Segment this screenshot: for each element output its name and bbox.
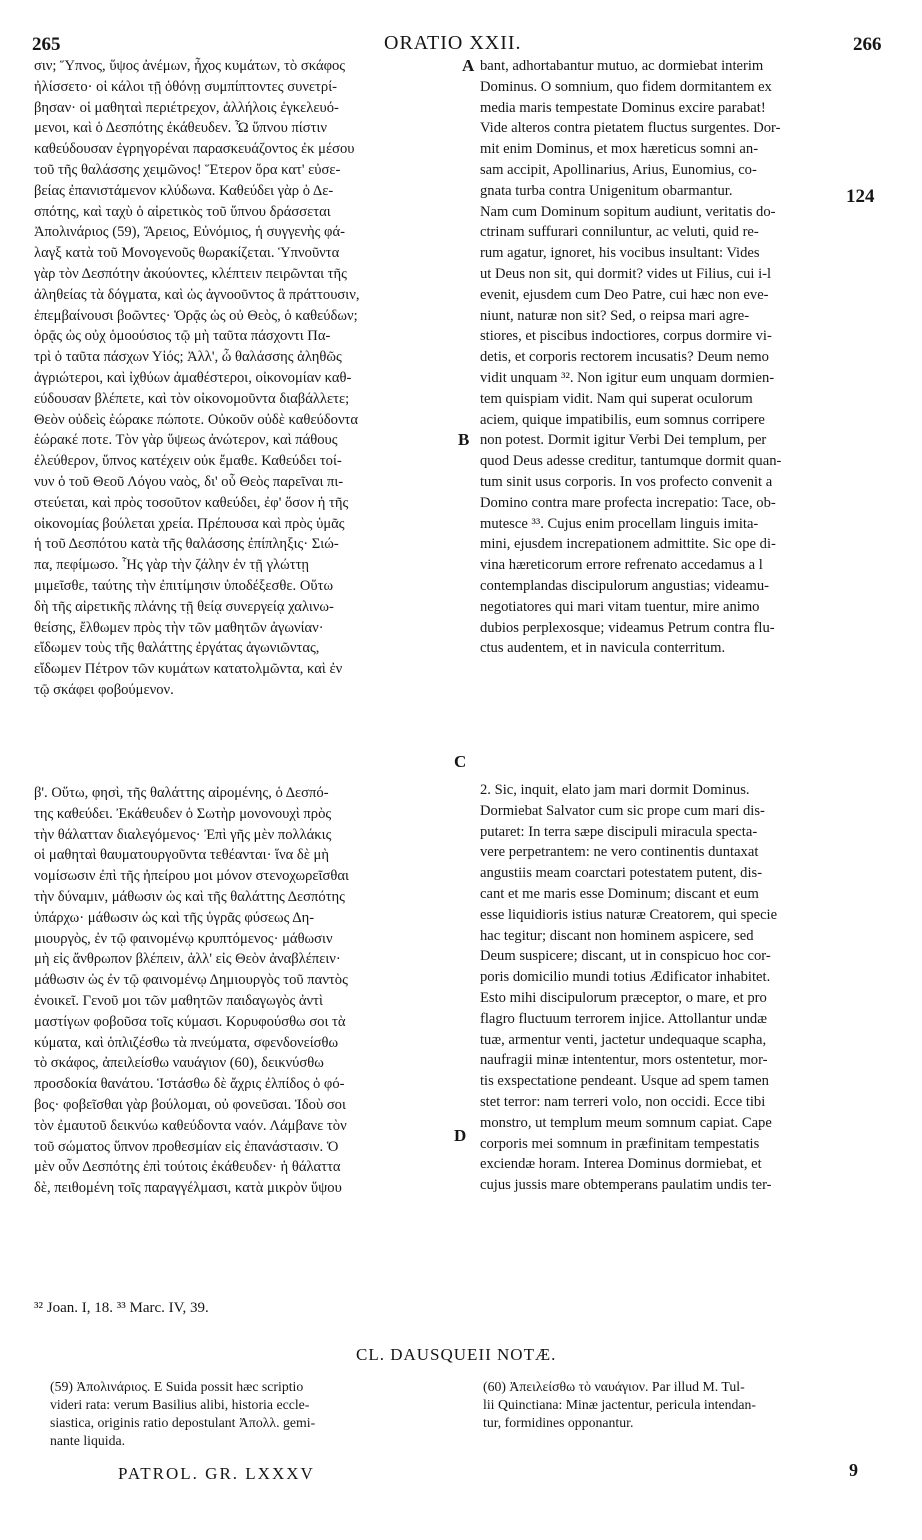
signature-mark: PATROL. GR. LXXXV: [118, 1464, 315, 1483]
note-line: nante liquida.: [50, 1433, 126, 1448]
text-line: niunt, naturæ non sit? Sed, o reipsa mari agre-: [480, 307, 750, 324]
text-line: 2. Sic, inquit, elato jam mari dormit Dominus.: [480, 782, 750, 798]
text-line: non potest. Dormit igitur Verbi Dei templum, per: [480, 432, 767, 449]
footnotes: ³² Joan. I, 18. ³³ Marc. IV, 39.: [34, 1300, 209, 1316]
text-line: καθεύδουσαν ἐγρηγορέναι παρασκευάζοντος ἐκ μέσου: [34, 141, 355, 158]
text-line: θείσης, ἔλθωμεν πρὸς τὴν τῶν μαθητῶν ἀγωνίαν·: [34, 619, 324, 636]
text-line: Domino contra mare profecta increpatio: Tace, ob-: [480, 494, 776, 511]
note-line: lii Quinctiana: Minæ jactentur, pericula intendan-: [483, 1397, 757, 1412]
text-line: putaret: In terra sæpe discipuli miracula specta-: [480, 823, 758, 840]
text-line: monstro, ut templum meum somnum capiat. Cape: [480, 1114, 772, 1131]
text-line: βείας ἐπανιστάμενον κλύδωνα. Καθεύδει γὰρ ὁ Δε-: [34, 182, 334, 199]
note-60: [483, 1378, 883, 1432]
text-line: evenit, ejusdem cum Deo Patre, cui hæc non eve-: [480, 286, 769, 303]
text-line: νυν ὁ τοῦ Θεοῦ Λόγου ναὸς, δι' οὗ Θεὸς παρεῖναι πι-: [34, 473, 344, 490]
text-line: τὴν θάλατταν διαλεγόμενος· Ἐπὶ γῆς μὲν πολλάκις: [34, 826, 332, 843]
text-line: οἱ μαθηταὶ θαυματουργοῦντα τεθέανται· ἵνα δὲ μὴ: [34, 847, 330, 864]
note-line: siastica, originis ratio depostulant Ἀπολλ. gemi-: [50, 1415, 316, 1430]
text-line: ἀγριώτεροι, καὶ ἰχθύων ἀμαθέστεροι, οἰκονομίαν καθ-: [34, 369, 352, 386]
text-line: Vide alteros contra pietatem fluctus surgentes. Dor-: [480, 120, 781, 137]
text-line: ἀληθείας τὰ δόγματα, καὶ ὡς ἀγνοοῦντος ἃ πράττουσιν,: [34, 286, 360, 303]
text-line: μενοι, καὶ ὁ Δεσπότης ἐκάθευδεν. Ὦ ὕπνου πίστιν: [34, 120, 327, 137]
text-line: Ἀπολινάριος (59), Ἄρειος, Εὐνόμιος, ἡ συγγενὴς φά-: [34, 224, 345, 241]
note-line: videri rata: verum Basilius alibi, historia eccle-: [50, 1397, 310, 1412]
text-line: tuæ, armentur venti, jactetur undequaque scapha,: [480, 1031, 767, 1048]
text-line: κύματα, καὶ ὁπλιζέσθω τὰ πνεύματα, σφενδονείσθω: [34, 1034, 339, 1051]
text-line: προσδοκία θανάτου. Ἱστάσθω δὲ ἄχρις ἐλπίδος ὁ φό-: [34, 1076, 345, 1093]
text-line: mutesce ³³. Cujus enim procellam linguis imita-: [480, 515, 759, 532]
text-line: Esto mihi discipulorum præceptor, o mare, et pro: [480, 989, 767, 1006]
text-line: τὴν δύναμιν, μάθωσιν ὡς καὶ τῆς θαλάττης Δεσπότης: [34, 888, 345, 905]
text-line: ὑπάρχω· μάθωσιν ὡς καὶ τῆς ὑγρᾶς φύσεως Δη-: [34, 909, 315, 926]
text-line: ctrinam suffurari conniluntur, ac veluti, quid re-: [480, 224, 759, 241]
text-line: μὴ εἰς ἄνθρωπον βλέπειν, ἀλλ' εἰς Θεὸν ἀναβλέπειν·: [34, 951, 341, 968]
text-line: angustiis meam coarctari potestatem putent, dis-: [480, 865, 763, 882]
text-line: Dominus. O somnium, quo fidem dormitantem ex: [480, 78, 772, 95]
margin-letter-a: A: [462, 56, 475, 75]
text-line: contemplandas discipulorum angustias; videamu-: [480, 577, 769, 594]
text-line: ὁρᾷς ὡς οὐχ ὁμοούσιος τῷ μὴ ταῦτα πάσχοντι Πα-: [34, 328, 331, 345]
running-title: ORATIO XXII.: [384, 32, 522, 54]
text-line: στεύεται, καὶ πρὸς τοσοῦτον καθεύδει, ἐφ' ὅσον ἡ τῆς: [34, 494, 349, 511]
text-line: ἐλεύθερον, ὕπνος κατέχειν οὐκ ἔμαθε. Καθεύδει τοί-: [34, 453, 342, 470]
text-line: λαγξ κατὰ τοῦ Μονογενοῦς θωρακίζεται. Ὑπνοῦντα: [34, 245, 340, 262]
text-line: μὲν οὖν Δεσπότης ἐπὶ τούτοις ἐκάθευδεν· ἡ θάλαττα: [34, 1159, 341, 1176]
text-line: stet terror: nam terreri volo, non occidi. Ecce tibi: [480, 1093, 766, 1110]
text-line: sam accipit, Apollinarius, Arius, Eunomius, co-: [480, 161, 757, 178]
text-line: stiores, et piscibus indoctiores, corpus dormire vi-: [480, 328, 772, 345]
text-line: τῷ σκάφει φοβούμενον.: [34, 681, 174, 698]
text-line: μιουργὸς, ἐν τῷ φαινομένῳ κρυπτόμενος· μάθωσιν: [34, 930, 333, 947]
text-line: της καθεύδει. Ἐκάθευδεν ὁ Σωτὴρ μονονουχὶ πρὸς: [34, 805, 332, 822]
text-line: βος· φοβεῖσθαι γὰρ βούλομαι, οὐ φονεῦσαι. Ἰδοὺ σοι: [34, 1096, 346, 1113]
text-line: vidit unquam ³². Non igitur eum unquam dormien-: [480, 369, 775, 386]
text-line: τρὶ ὁ ταῦτα πάσχων Υἱός; Ἀλλ', ὦ θαλάσσης ἀληθῶς: [34, 349, 342, 366]
sheet-number: 9: [849, 1460, 858, 1480]
text-line: hac tegitur; discant non hominem aspicere, sed: [480, 927, 754, 944]
note-line: tur, formidines opponantur.: [483, 1415, 634, 1430]
margin-letter-c: C: [454, 752, 467, 771]
text-line: εἴδωμεν Πέτρον τῶν κυμάτων κατατολμῶντα, καὶ ἐν: [34, 661, 343, 678]
text-line: β'. Οὕτω, φησὶ, τῆς θαλάττης αἰρομένης, ὁ Δεσπό-: [34, 785, 329, 801]
text-line: βησαν· οἱ μαθηταὶ περιέτρεχον, ἀλλήλοις ἐγκελευό-: [34, 99, 339, 116]
text-line: εἴδωμεν τοὺς τῆς θαλάττης ἐργάτας ἀγωνιῶντας,: [34, 640, 320, 657]
text-line: naufragii minæ intententur, mors ostentetur, mor-: [480, 1052, 768, 1069]
text-line: πα, πεφίμωσο. Ἧς γὰρ τὴν ζάλην ἐν τῇ γλώττῃ: [34, 557, 310, 574]
text-line: ἡ τοῦ Δεσπότου κατὰ τῆς θαλάσσης ἐπίπληξις· Σιώ-: [34, 536, 339, 553]
text-line: ctus audentem, et in navicula conterritum.: [480, 640, 726, 657]
text-line: bant, adhortabantur mutuo, ac dormiebat interim: [480, 58, 764, 74]
text-line: tem quispiam vidit. Nam qui superat oculorum: [480, 390, 753, 407]
text-line: οἰκονομίας βούλεται χρεία. Πρέπουσα καὶ πρὸς ὑμᾶς: [34, 515, 345, 532]
text-line: detis, et corporis rectorem incusatis? Deum nemo: [480, 349, 769, 366]
text-line: cant et me maris esse Dominum; discant et eum: [480, 885, 759, 902]
text-line: εύδουσαν βλέπετε, καὶ τὸν οἰκονομοῦντα διαβάλλετε;: [34, 390, 350, 407]
text-line: tis exspectatione pendeant. Usque ad spem tamen: [480, 1073, 769, 1090]
text-line: poris domicilio mundi totius Ædificator inhabitet.: [480, 969, 771, 986]
text-line: ἐνοικεῖ. Γενοῦ μοι τῶν μαθητῶν παιδαγωγὸς ἀντὶ: [34, 992, 323, 1009]
text-line: σιν; Ὕπνος, ὕψος ἀνέμων, ἦχος κυμάτων, τὸ σκάφος: [34, 58, 346, 74]
text-line: Deum suspicere; discant, ut in conspicuo hoc cor-: [480, 948, 771, 965]
note-59: [50, 1378, 450, 1450]
text-line: quod Deus adesse creditur, tantumque dormit quan-: [480, 453, 782, 470]
text-line: σπότης, καὶ ταχὺ ὁ αἱρετικὸς τοῦ ὕπνου δράσσεται: [34, 203, 331, 220]
left-page-number: 265: [32, 34, 61, 55]
note-line: (60) Ἀπειλείσθω τὸ ναυάγιον. Par illud M. Tul-: [483, 1379, 745, 1394]
right-page-number: 266: [853, 34, 882, 55]
notes-title: CL. DAUSQUEII NOTÆ.: [356, 1345, 557, 1364]
line-number-124: 124: [846, 186, 875, 207]
text-line: μιμεῖσθε, ταύτης τὴν ἐπιτίμησιν ὑποδέξεσθε. Οὕτω: [34, 577, 334, 594]
text-line: Θεὸν οὐδεὶς ἑώρακε πώποτε. Οὐκοῦν οὐδὲ καθεύδοντα: [34, 411, 359, 428]
note-line: (59) Ἀπολινάριος. E Suida possit hæc scriptio: [50, 1379, 304, 1394]
greek-column-1: [34, 56, 459, 701]
text-line: Dormiebat Salvator cum sic prope cum mari dis-: [480, 802, 765, 819]
text-line: gnata turba contra Unigenitum obarmantur.: [480, 182, 733, 199]
text-line: ut Deus non sit, qui dormit? vides ut Filius, cui i-l: [480, 265, 772, 282]
text-line: media maris tempestate Dominus excire parabat!: [480, 99, 766, 116]
margin-letter-d: D: [454, 1126, 467, 1145]
text-line: νομίσωσιν ἐπὶ τῆς ἠπείρου μοι μόνον στενοχωρεῖσθαι: [34, 868, 349, 885]
text-line: γὰρ τὸν Δεσπότην ἀκούοντες, κλέπτειν πειρῶνται τῆς: [34, 265, 347, 282]
text-line: flagro fluctuum terrorem injice. Attollantur undæ: [480, 1010, 767, 1027]
margin-letter-b: B: [458, 430, 470, 449]
text-line: corporis mei somnum in præfinitam tempestatis: [480, 1135, 760, 1152]
text-line: δὴ τῆς αἱρετικῆς πλάνης τῇ θείᾳ συνεργείᾳ χαλινω-: [34, 598, 334, 615]
latin-column-1: [480, 56, 885, 659]
text-line: ἑώρακέ ποτε. Τὸν γὰρ ὕψεως ἀνώτερον, καὶ πάθους: [34, 432, 338, 449]
text-line: Nam cum Dominum sopitum audiunt, veritatis do-: [480, 203, 776, 220]
text-line: negotiatores qui mari vitam tuentur, mire animo: [480, 598, 760, 615]
text-line: τοῦ σώματος ὕπνον προθεσμίαν εἰς ἐπανάστασιν. Ὁ: [34, 1138, 339, 1155]
greek-column-2: [34, 783, 459, 1199]
text-line: μαστίγων φοβοῦσα τοῖς κύμασι. Κορυφούσθω σοι τὰ: [34, 1013, 346, 1030]
text-line: τὸ σκάφος, ἀπειλείσθω ναυάγιον (60), δεικνύσθω: [34, 1055, 324, 1072]
text-line: esse liquidioris istius naturæ Creatorem, qui specie: [480, 906, 778, 923]
text-line: δὲ, πειθομένη τοῖς παραγγέλμασι, κατὰ μικρὸν ὕψου: [34, 1180, 342, 1197]
text-line: cujus jussis mare obtemperans paulatim undis ter-: [480, 1177, 772, 1194]
text-line: τοῦ τῆς θαλάσσης χειμῶνος! Ἕτερον ὅρα κατ' εὐσε-: [34, 161, 341, 178]
text-line: dubios perplexosque; videamus Petrum contra flu-: [480, 619, 775, 636]
text-line: vere perpetrantem: ne vero continentis duntaxat: [480, 844, 759, 861]
text-line: μάθωσιν ὡς ἐν τῷ φαινομένῳ Δημιουργὸς τοῦ παντὸς: [34, 972, 348, 989]
text-line: vina hæreticorum errore refrenato accedamus a l: [480, 557, 763, 574]
text-line: rum agatur, ignoret, his vocibus insultant: Vides: [480, 245, 760, 262]
text-line: ἠλίσσετο· οἱ κάλοι τῇ ὁθόνῃ συμπίπτοντες συνετρί-: [34, 78, 337, 95]
text-line: mini, ejusdem increpationem admittite. Sic ope di-: [480, 536, 776, 553]
latin-column-2: [480, 780, 885, 1196]
text-line: mit enim Dominus, et mox hæreticus somni an-: [480, 141, 759, 158]
text-line: exciendæ horam. Interea Dominus dormiebat, et: [480, 1156, 762, 1173]
text-line: ἐπεμβαίνουσι βοῶντες· Ὁρᾷς ὡς οὐ Θεὸς, ὁ καθεύδων;: [34, 307, 358, 324]
text-line: aciem, quique impatibilis, eum somnus corripere: [480, 411, 765, 428]
text-line: tum sinit usus corporis. In vos profecto convenit a: [480, 473, 773, 490]
text-line: τὸν ἐμαυτοῦ δεικνύω καθεύδοντα ναόν. Λάμβανε τὸν: [34, 1117, 347, 1134]
